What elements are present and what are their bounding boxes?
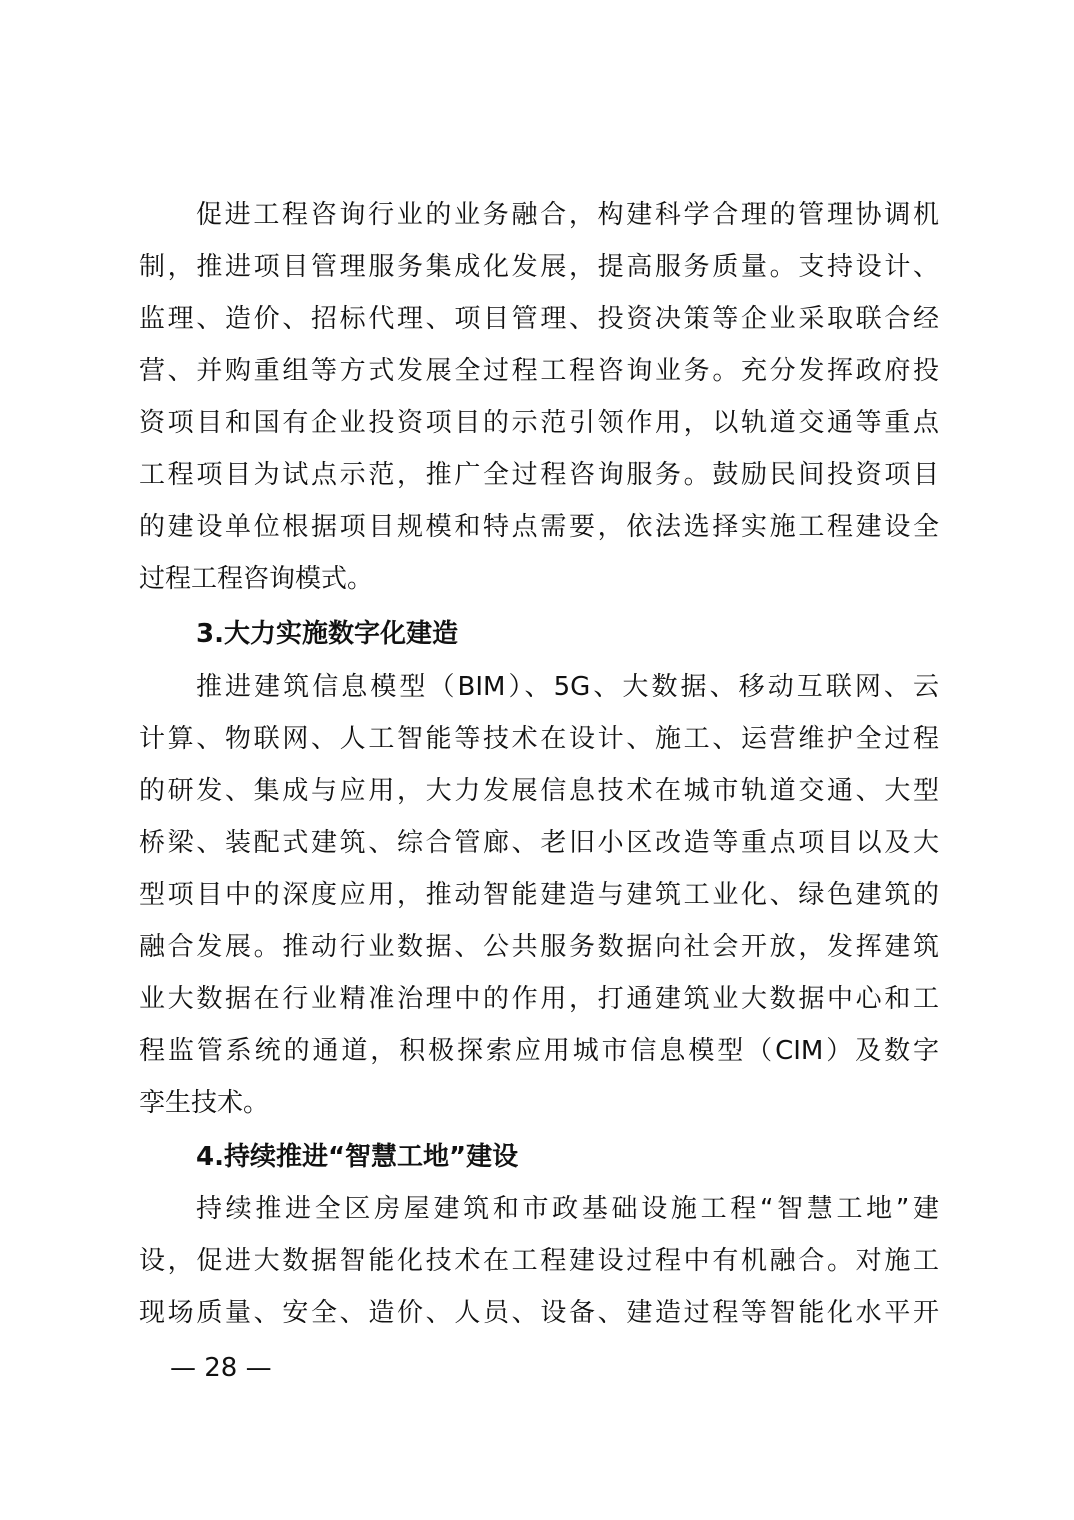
paragraph-1-line-2: 制，推进项目管理服务集成化发展，提高服务质量。支持设计、 xyxy=(139,252,939,282)
paragraph-1-line-3: 监理、造价、招标代理、项目管理、投资决策等企业采取联合经 xyxy=(139,304,939,334)
paragraph-2-line-3: 的研发、集成与应用，大力发展信息技术在城市轨道交通、大型 xyxy=(139,776,939,806)
paragraph-3-line-2: 设，促进大数据智能化技术在工程建设过程中有机融合。对施工 xyxy=(139,1246,939,1276)
paragraph-3-line-1: 持续推进全区房屋建筑和市政基础设施工程“智慧工地”建 xyxy=(196,1194,939,1224)
paragraph-1-line-5: 资项目和国有企业投资项目的示范引领作用，以轨道交通等重点 xyxy=(139,408,939,438)
paragraph-2-line-8: 程监管系统的通道，积极探索应用城市信息模型（CIM）及数字 xyxy=(139,1036,939,1066)
paragraph-1-line-8: 过程工程咨询模式。 xyxy=(139,564,374,594)
paragraph-1-line-6: 工程项目为试点示范，推广全过程咨询服务。鼓励民间投资项目 xyxy=(139,460,939,490)
paragraph-2-line-2: 计算、物联网、人工智能等技术在设计、施工、运营维护全过程 xyxy=(139,724,939,754)
paragraph-2-line-5: 型项目中的深度应用，推动智能建造与建筑工业化、绿色建筑的 xyxy=(139,880,939,910)
paragraph-2-line-4: 桥梁、装配式建筑、综合管廊、老旧小区改造等重点项目以及大 xyxy=(139,828,939,858)
page-number: — 28 — xyxy=(170,1353,272,1383)
paragraph-2-line-1: 推进建筑信息模型（BIM）、5G、大数据、移动互联网、云 xyxy=(196,672,939,702)
section-heading-3: 3.大力实施数字化建造 xyxy=(196,619,458,649)
paragraph-1-line-7: 的建设单位根据项目规模和特点需要，依法选择实施工程建设全 xyxy=(139,512,939,542)
section-heading-4: 4.持续推进“智慧工地”建设 xyxy=(196,1142,519,1172)
paragraph-2-line-6: 融合发展。推动行业数据、公共服务数据向社会开放，发挥建筑 xyxy=(139,932,939,962)
paragraph-3-line-3: 现场质量、安全、造价、人员、设备、建造过程等智能化水平开 xyxy=(139,1298,939,1328)
paragraph-1-line-4: 营、并购重组等方式发展全过程工程咨询业务。充分发挥政府投 xyxy=(139,356,939,386)
paragraph-1-line-1: 促进工程咨询行业的业务融合，构建科学合理的管理协调机 xyxy=(196,200,939,230)
paragraph-2-line-9: 孪生技术。 xyxy=(139,1088,270,1118)
paragraph-2-line-7: 业大数据在行业精准治理中的作用，打通建筑业大数据中心和工 xyxy=(139,984,939,1014)
